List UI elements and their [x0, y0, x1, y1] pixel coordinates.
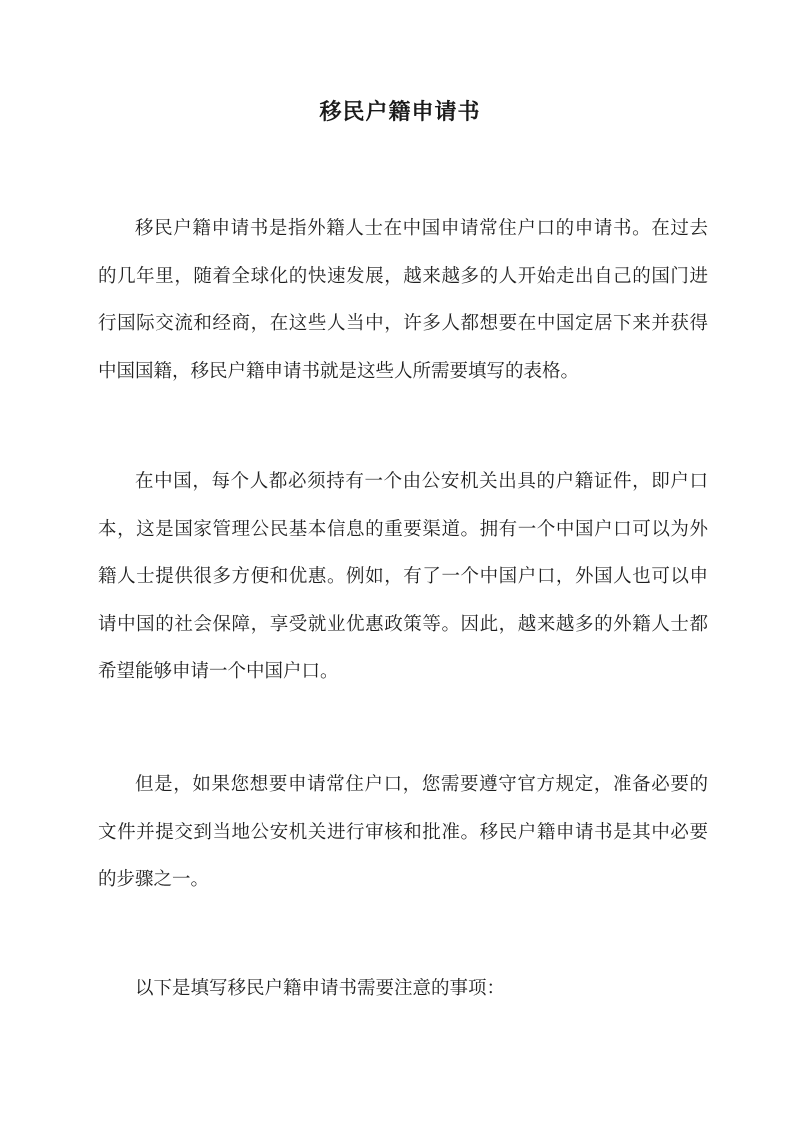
paragraph-hukou-importance: 在中国，每个人都必须持有一个由公安机关出具的户籍证件，即户口本，这是国家管理公民基本信息的重要渠道。拥有一个中国户口可以为外籍人士提供很多方便和优惠。例如，有了一个中国户口，外国人也可以申请中国的社会保障，享受就业优惠政策等。因此，越来越多的外籍人士都希望能够申请一个中国户口。 [98, 471, 708, 682]
page-title: 移民户籍申请书 [319, 99, 481, 125]
paragraph-intro: 移民户籍申请书是指外籍人士在中国申请常住户口的申请书。在过去的几年里，随着全球化的快速发展，越来越多的人开始走出自己的国门进行国际交流和经商，在这些人当中，许多人都想要在中国定居下来并获得中国国籍，移民户籍申请书就是这些人所需要填写的表格。 [98, 218, 708, 382]
paragraph-notes-intro: 以下是填写移民户籍申请书需要注意的事项： [135, 978, 506, 999]
paragraph-application-requirement: 但是，如果您想要申请常住户口，您需要遵守官方规定，准备必要的文件并提交到当地公安机关进行审核和批准。移民户籍申请书是其中必要的步骤之一。 [98, 774, 708, 890]
